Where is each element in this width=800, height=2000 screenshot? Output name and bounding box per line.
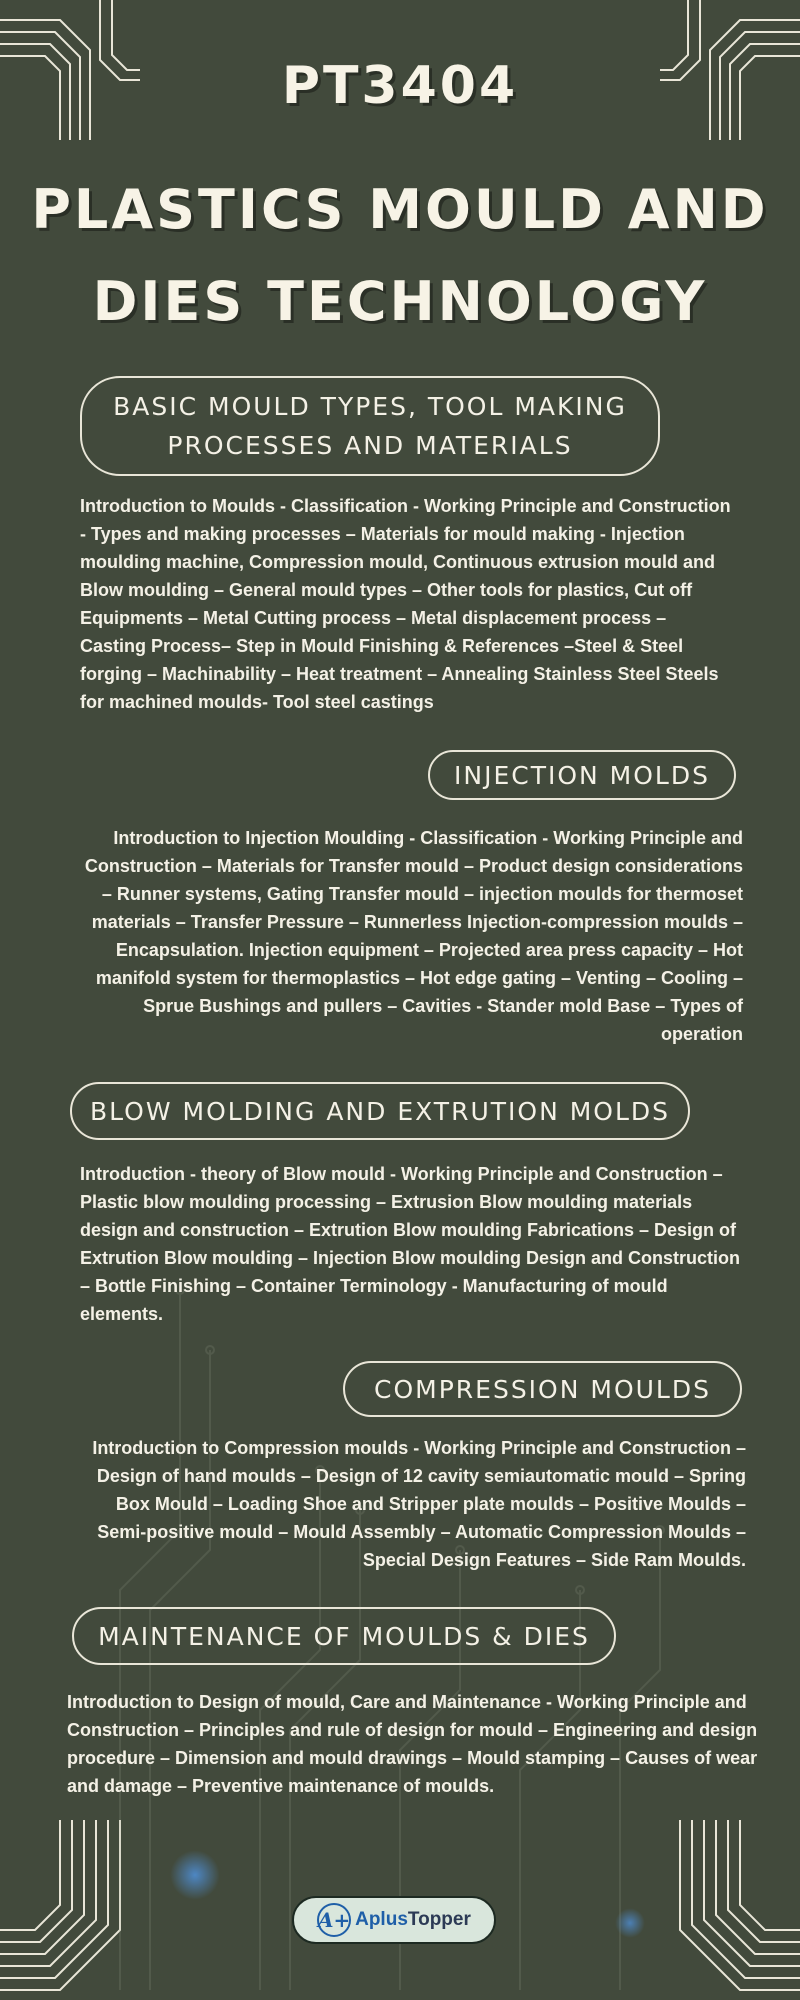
blue-glow-decoration (615, 1908, 645, 1938)
section-heading-text: BASIC MOULD TYPES, TOOL MAKING PROCESSES AND MATERIALS (113, 392, 627, 460)
brand-name-part2: Topper (407, 1909, 471, 1930)
brand-name (355, 1909, 471, 1931)
section-heading-blow-molding (70, 1082, 690, 1140)
brand-name-part1: Aplus (355, 1909, 408, 1930)
section-body-compression-moulds: Introduction to Compression moulds - Working Principle and Construction – Design of hand moulds – Design of 12 cavity semiautomatic mould – Spring Box Mould – Loading Shoe and Stripper plate moulds – Positive Moulds – Semi-positive mould – Mould Assembly – Automatic Compression Moulds – Special Design Features – Side Ram Moulds. (92, 1438, 746, 1570)
section-body-blow-molding: Introduction - theory of Blow mould - Working Principle and Construction – Plastic blow moulding processing – Extrusion Blow moulding materials design and construction – Extrution Blow moulding Fabrications – Design of Extrution Blow moulding – Injection Blow moulding Design and Construction – Bottle Finishing – Container Terminology - Manufacturing of mould elements. (80, 1164, 740, 1324)
section-heading-text: BLOW MOLDING AND EXTRUTION MOLDS (89, 1096, 671, 1126)
section-heading-maintenance (72, 1607, 616, 1665)
section-heading-text: COMPRESSION MOULDS (374, 1374, 711, 1404)
blue-glow-decoration (170, 1850, 220, 1900)
section-body-basic-mould-types: Introduction to Moulds - Classification - Working Principle and Construction - Types and making processes – Materials for mould making - Injection moulding machine, Compression mould, Continuous extrusion mould and Blow moulding – General mould types – Other tools for plastics, Cut off Equipments – Metal Cutting process – Metal displacement process – Casting Process– Step in Mould Finishing & References –Steel & Steel forging – Machinability – Heat treatment – Annealing Stainless Steel Steels for machined moulds- Tool steel castings (80, 496, 731, 712)
section-heading-injection-molds (428, 750, 736, 800)
section-heading-text: MAINTENANCE OF MOULDS & DIES (98, 1621, 590, 1651)
course-title: PLASTICS MOULD AND DIES TECHNOLOGY (31, 178, 769, 333)
section-heading-basic-mould-types (80, 376, 660, 476)
section-body-maintenance: Introduction to Design of mould, Care and Maintenance - Working Principle and Construction – Principles and rule of design for mould – Engineering and design procedure – Dimension and mould drawings – Mould stamping – Causes of wear and damage – Preventive maintenance of moulds. (67, 1692, 758, 1796)
course-code: PT3404 (281, 56, 519, 116)
section-heading-compression-moulds (343, 1361, 742, 1417)
section-heading-text: INJECTION MOLDS (454, 760, 710, 790)
aplus-logo-icon: A+ (317, 1903, 351, 1937)
aplustopper-logo-badge[interactable] (292, 1896, 496, 1944)
section-body-injection-molds: Introduction to Injection Moulding - Classification - Working Principle and Construction – Materials for Transfer mould – Product design considerations – Runner systems, Gating Transfer mould – injection moulds for thermoset materials – Transfer Pressure – Runnerless Injection-compression moulds – Encapsulation. Injection equipment – Projected area press capacity – Hot manifold system for thermoplastics – Hot edge gating – Venting – Cooling – Sprue Bushings and pullers – Cavities - Stander mold Base – Types of operation (84, 828, 743, 1044)
